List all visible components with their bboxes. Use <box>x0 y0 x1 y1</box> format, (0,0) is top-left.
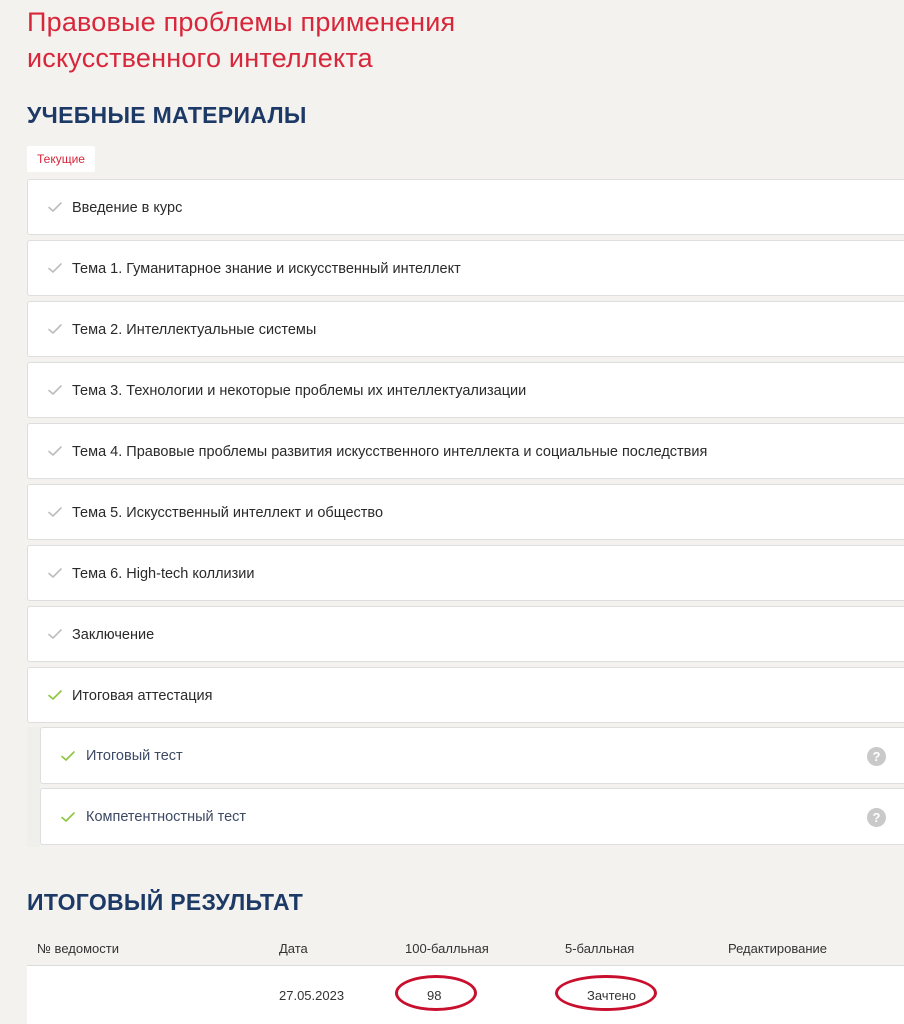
lesson-item-topic-3[interactable] <box>27 362 904 418</box>
materials-heading: УЧЕБНЫЕ МАТЕРИАЛЫ <box>27 100 307 130</box>
cell-score-100 <box>395 966 555 1024</box>
cell-score-5 <box>555 966 718 1024</box>
check-icon <box>60 748 76 764</box>
cell-edit <box>718 966 904 1024</box>
column-header-date: Дата <box>269 931 395 966</box>
check-icon <box>47 260 63 276</box>
check-icon <box>47 382 63 398</box>
check-icon <box>47 321 63 337</box>
check-icon <box>47 565 63 581</box>
lesson-label: Тема 1. Гуманитарное знание и искусственный интеллект <box>72 241 461 297</box>
sublist-indent-rail <box>27 727 40 847</box>
results-table <box>27 931 904 1024</box>
filter-tag-current[interactable]: Текущие <box>27 146 95 172</box>
lesson-label: Введение в курс <box>72 180 182 236</box>
check-icon <box>47 443 63 459</box>
column-header-number: № ведомости <box>27 931 269 966</box>
lesson-item-topic-4[interactable] <box>27 423 904 479</box>
cell-number <box>27 966 269 1024</box>
results-header-row <box>27 931 904 966</box>
lesson-item-final-attestation[interactable] <box>27 667 904 723</box>
check-icon <box>47 626 63 642</box>
help-icon[interactable]: ? <box>867 808 886 827</box>
column-header-score-100: 100-балльная <box>395 931 555 966</box>
score-5-value: Зачтено <box>565 988 658 1003</box>
help-icon[interactable]: ? <box>867 747 886 766</box>
lesson-label: Тема 2. Интеллектуальные системы <box>72 302 316 358</box>
result-heading: ИТОГОВЫЙ РЕЗУЛЬТАТ <box>27 887 303 917</box>
lesson-item-topic-1[interactable] <box>27 240 904 296</box>
lesson-label: Тема 4. Правовые проблемы развития искусственного интеллекта и социальные последствия <box>72 424 707 480</box>
sub-item-label: Компетентностный тест <box>86 789 246 846</box>
lesson-label: Итоговая аттестация <box>72 668 212 724</box>
lesson-list <box>27 179 904 728</box>
check-icon <box>47 199 63 215</box>
lesson-label: Тема 3. Технологии и некоторые проблемы их интеллектуализации <box>72 363 526 419</box>
check-icon <box>47 504 63 520</box>
course-title: Правовые проблемы применения искусственного интеллекта <box>27 4 587 76</box>
check-icon <box>60 809 76 825</box>
lesson-label: Заключение <box>72 607 154 663</box>
check-icon <box>47 687 63 703</box>
lesson-label: Тема 5. Искусственный интеллект и общество <box>72 485 383 541</box>
lesson-item-topic-6[interactable] <box>27 545 904 601</box>
table-row <box>27 966 904 1024</box>
lesson-item-topic-2[interactable] <box>27 301 904 357</box>
score-100-value: 98 <box>405 988 463 1003</box>
lesson-item-intro[interactable] <box>27 179 904 235</box>
column-header-edit: Редактирование <box>718 931 904 966</box>
sub-item-label: Итоговый тест <box>86 728 183 785</box>
sub-item-final-test[interactable] <box>40 727 904 784</box>
column-header-score-5: 5-балльная <box>555 931 718 966</box>
lesson-item-conclusion[interactable] <box>27 606 904 662</box>
attestation-sublist <box>27 727 904 847</box>
lesson-item-topic-5[interactable] <box>27 484 904 540</box>
lesson-label: Тема 6. High-tech коллизии <box>72 546 255 602</box>
cell-date: 27.05.2023 <box>269 966 395 1024</box>
sub-item-competency-test[interactable] <box>40 788 904 845</box>
